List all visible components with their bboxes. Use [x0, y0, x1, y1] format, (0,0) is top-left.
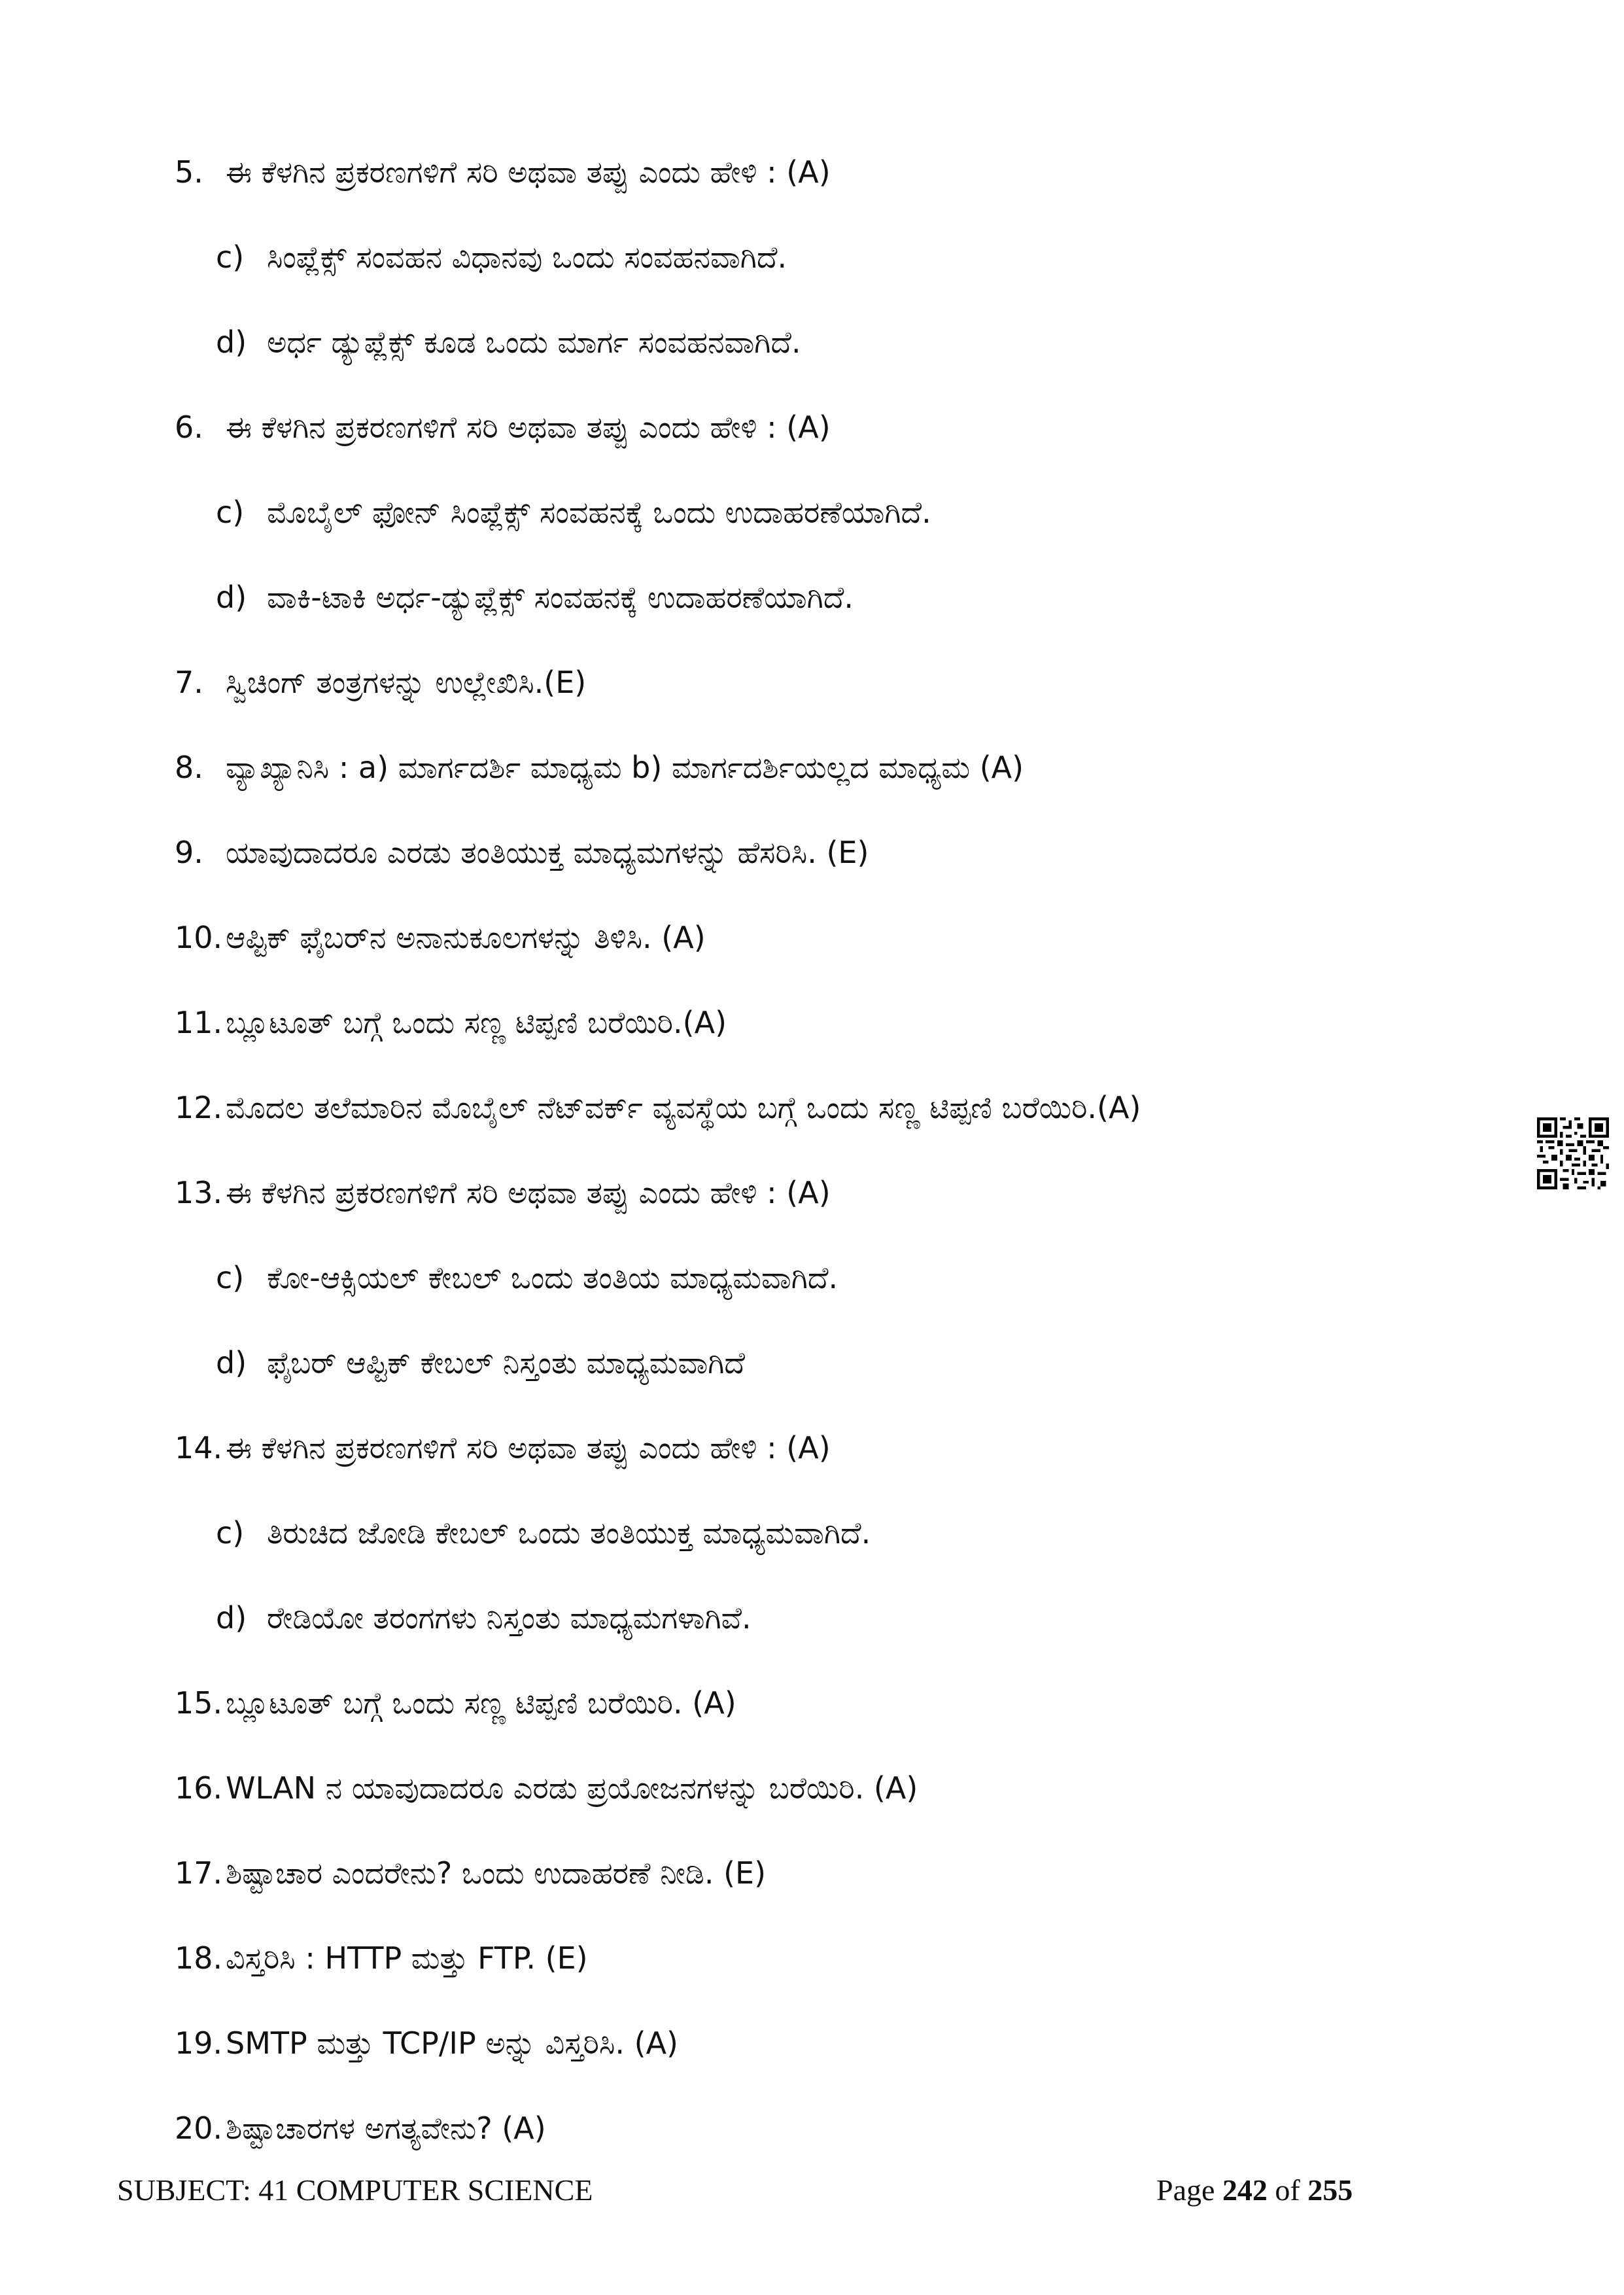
question-16 [175, 1768, 918, 1808]
question-number: 14. [175, 1430, 223, 1465]
question-14 [175, 1428, 831, 1467]
option-label: c) [216, 239, 245, 275]
question-number: 11. [175, 1005, 223, 1040]
option-text: ತಿರುಚಿದ ಜೋಡಿ ಕೇಬಲ್ ಒಂದು ತಂತಿಯುಕ್ತ ಮಾಧ್ಯಮವಾಗಿದೆ. [267, 1515, 871, 1550]
question-19 [175, 2023, 678, 2063]
question-9 [175, 833, 869, 872]
question-20 [175, 2109, 546, 2148]
option-text: ಅರ್ಧ ಡ್ಯುಪ್ಲೆಕ್ಸ್ ಕೂಡ ಒಂದು ಮಾರ್ಗ ಸಂವಹನವಾಗಿದೆ. [267, 324, 801, 360]
question-number: 5. [175, 154, 203, 190]
question-text: ಸ್ವಿಚಿಂಗ್ ತಂತ್ರಗಳನ್ನು ಉಲ್ಲೇಖಿಸಿ.(E) [226, 665, 587, 700]
option-text: ವಾಕಿ-ಟಾಕಿ ಅರ್ಧ-ಡ್ಯುಪ್ಲೆಕ್ಸ್ ಸಂವಹನಕ್ಕೆ ಉದಾಹರಣೆಯಾಗಿದೆ. [267, 580, 854, 615]
question-11 [175, 1003, 727, 1042]
question-10 [175, 918, 706, 957]
option-text: ಸಿಂಪ್ಲೆಕ್ಸ್ ಸಂವಹನ ವಿಧಾನವು ಒಂದು ಸಂವಹನವಾಗಿದೆ. [267, 239, 787, 275]
question-text: SMTP ಮತ್ತು TCP/IP ಅನ್ನು ವಿಸ್ತರಿಸಿ. (A) [226, 2025, 678, 2061]
qr-code-icon[interactable] [1537, 1117, 1609, 1189]
page-current: 242 [1222, 2173, 1268, 2207]
option-text: ಫೈಬರ್ ಆಪ್ಟಿಕ್ ಕೇಬಲ್ ನಿಸ್ತಂತು ಮಾಧ್ಯಮವಾಗಿದೆ [267, 1345, 745, 1380]
question-6-option-d [216, 578, 854, 617]
question-text: ಯಾವುದಾದರೂ ಎರಡು ತಂತಿಯುಕ್ತ ಮಾಧ್ಯಮಗಳನ್ನು ಹೆಸರಿಸಿ. (E) [226, 835, 869, 870]
option-label: d) [216, 1600, 247, 1636]
question-text: ಶಿಷ್ಟಾಚಾರಗಳ ಅಗತ್ಯವೇನು? (A) [226, 2111, 546, 2146]
footer-page-number [1156, 2171, 1353, 2210]
question-text: ಈ ಕೆಳಗಿನ ಪ್ರಕರಣಗಳಿಗೆ ಸರಿ ಅಥವಾ ತಪ್ಪು ಎಂದು ಹೇಳಿ : (A) [226, 410, 831, 445]
question-number: 7. [175, 665, 203, 700]
question-5-option-c [216, 237, 787, 277]
question-text: ಬ್ಲೂಟೂತ್ ಬಗ್ಗೆ ಒಂದು ಸಣ್ಣ ಟಿಪ್ಪಣಿ ಬರೆಯಿರಿ. (A) [226, 1685, 736, 1721]
option-text: ರೇಡಿಯೋ ತರಂಗಗಳು ನಿಸ್ತಂತು ಮಾಧ್ಯಮಗಳಾಗಿವೆ. [267, 1600, 752, 1636]
option-text: ಕೋ-ಆಕ್ಸಿಯಲ್ ಕೇಬಲ್ ಒಂದು ತಂತಿಯ ಮಾಧ್ಯಮವಾಗಿದೆ. [267, 1260, 838, 1295]
footer-subject: SUBJECT: 41 COMPUTER SCIENCE [117, 2173, 593, 2207]
option-label: d) [216, 1345, 247, 1380]
question-text: ಈ ಕೆಳಗಿನ ಪ್ರಕರಣಗಳಿಗೆ ಸರಿ ಅಥವಾ ತಪ್ಪು ಎಂದು ಹೇಳಿ : (A) [226, 154, 831, 190]
question-5-option-d [216, 323, 801, 362]
question-text: ಮೊದಲ ತಲೆಮಾರಿನ ಮೊಬೈಲ್ ನೆಟ್‌ವರ್ಕ್ ವ್ಯವಸ್ಥೆಯ ಬಗ್ಗೆ ಒಂದು ಸಣ್ಣ ಟಿಪ್ಪಣಿ ಬರೆಯಿರಿ.(A) [226, 1090, 1141, 1125]
question-5 [175, 152, 831, 192]
question-14-option-d [216, 1598, 752, 1638]
question-number: 8. [175, 750, 203, 785]
option-label: c) [216, 1260, 245, 1295]
question-13-option-d [216, 1343, 745, 1382]
question-number: 18. [175, 1940, 223, 1976]
page-prefix: Page [1156, 2173, 1222, 2207]
question-17 [175, 1853, 766, 1893]
question-number: 10. [175, 920, 223, 955]
question-number: 16. [175, 1770, 223, 1806]
question-number: 15. [175, 1685, 223, 1721]
option-label: c) [216, 495, 245, 530]
question-6-option-c [216, 493, 931, 532]
option-label: d) [216, 580, 247, 615]
question-number: 9. [175, 835, 203, 870]
question-number: 6. [175, 410, 203, 445]
question-15 [175, 1683, 736, 1723]
question-text: ಆಪ್ಟಿಕ್ ಫೈಬರ್‌ನ ಅನಾನುಕೂಲಗಳನ್ನು ತಿಳಿಸಿ. (A) [226, 920, 706, 955]
option-label: d) [216, 324, 247, 360]
option-text: ಮೊಬೈಲ್ ಫೋನ್ ಸಿಂಪ್ಲೆಕ್ಸ್ ಸಂವಹನಕ್ಕೆ ಒಂದು ಉದಾಹರಣೆಯಾಗಿದೆ. [267, 495, 931, 530]
question-number: 20. [175, 2111, 223, 2146]
question-12 [175, 1088, 1141, 1127]
page-total: 255 [1307, 2173, 1353, 2207]
question-text: ವ್ಯಾಖ್ಯಾನಿಸಿ : a) ಮಾರ್ಗದರ್ಶಿ ಮಾಧ್ಯಮ b) ಮಾರ್ಗದರ್ಶಿಯಲ್ಲದ ಮಾಧ್ಯಮ (A) [226, 750, 1024, 785]
question-text: ಈ ಕೆಳಗಿನ ಪ್ರಕರಣಗಳಿಗೆ ಸರಿ ಅಥವಾ ತಪ್ಪು ಎಂದು ಹೇಳಿ : (A) [226, 1175, 831, 1210]
question-number: 19. [175, 2025, 223, 2061]
question-number: 12. [175, 1090, 223, 1125]
question-13-option-c [216, 1258, 838, 1297]
question-18 [175, 1938, 588, 1978]
page-of: of [1267, 2173, 1308, 2207]
question-number: 17. [175, 1855, 223, 1891]
question-14-option-c [216, 1513, 871, 1552]
question-7 [175, 663, 586, 702]
question-text: WLAN ನ ಯಾವುದಾದರೂ ಎರಡು ಪ್ರಯೋಜನಗಳನ್ನು ಬರೆಯಿರಿ. (A) [226, 1770, 918, 1806]
question-13 [175, 1173, 831, 1212]
question-text: ವಿಸ್ತರಿಸಿ : HTTP ಮತ್ತು FTP. (E) [226, 1940, 588, 1976]
option-label: c) [216, 1515, 245, 1550]
question-6 [175, 408, 831, 447]
question-text: ಶಿಷ್ಟಾಚಾರ ಎಂದರೇನು? ಒಂದು ಉದಾಹರಣೆ ನೀಡಿ. (E) [226, 1855, 767, 1891]
question-text: ಈ ಕೆಳಗಿನ ಪ್ರಕರಣಗಳಿಗೆ ಸರಿ ಅಥವಾ ತಪ್ಪು ಎಂದು ಹೇಳಿ : (A) [226, 1430, 831, 1465]
question-8 [175, 748, 1024, 787]
question-number: 13. [175, 1175, 223, 1210]
question-text: ಬ್ಲೂಟೂತ್ ಬಗ್ಗೆ ಒಂದು ಸಣ್ಣ ಟಿಪ್ಪಣಿ ಬರೆಯಿರಿ.(A) [226, 1005, 727, 1040]
